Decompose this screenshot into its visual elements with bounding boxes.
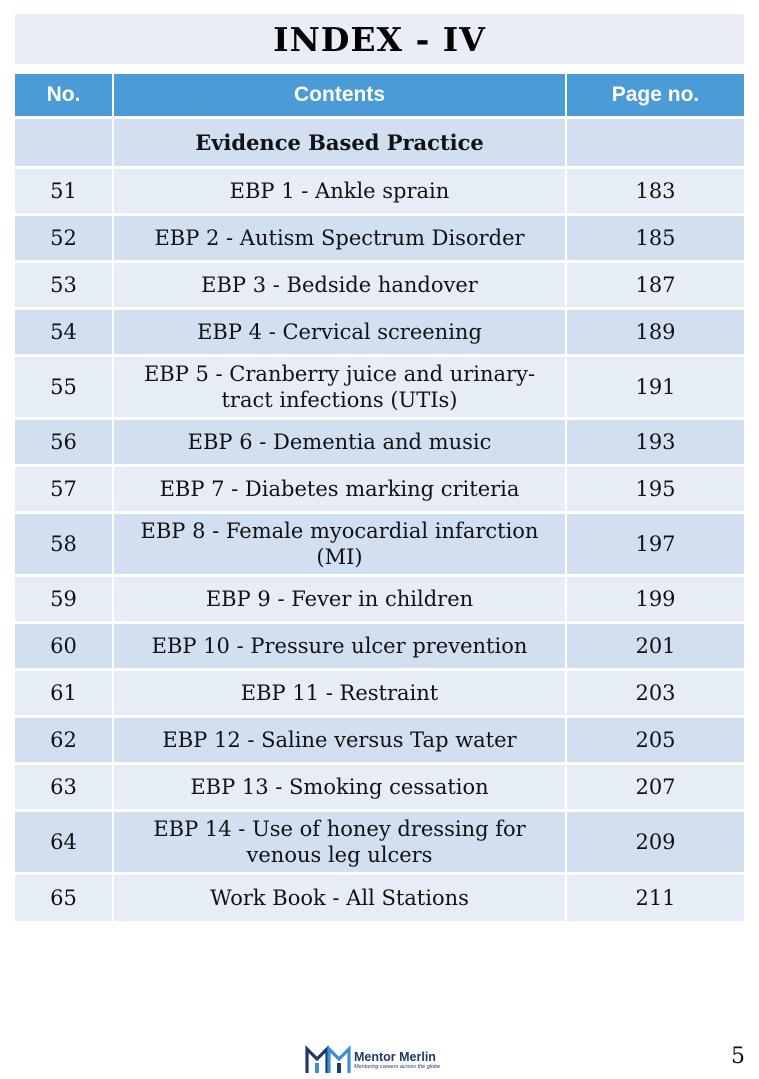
cell-contents: EBP 7 - Diabetes marking criteria (113, 466, 566, 513)
section-title: Evidence Based Practice (113, 118, 566, 168)
cell-page: 211 (566, 874, 744, 921)
title-bar (15, 14, 744, 64)
logo-mark-icon (305, 1045, 351, 1075)
table-row (15, 356, 744, 419)
mentor-merlin-logo (305, 1043, 455, 1077)
logo-tagline: Mentoring careers across the globe (354, 1063, 441, 1070)
cell-contents: EBP 2 - Autism Spectrum Disorder (113, 215, 566, 262)
cell-page: 187 (566, 262, 744, 309)
cell-page: 195 (566, 466, 744, 513)
cell-page: 209 (566, 811, 744, 874)
table-header-row (15, 74, 744, 118)
cell-no: 65 (15, 874, 113, 921)
cell-contents: EBP 9 - Fever in children (113, 576, 566, 623)
table-row (15, 717, 744, 764)
cell-contents: EBP 4 - Cervical screening (113, 309, 566, 356)
cell-contents: EBP 5 - Cranberry juice and urinary-tract infections (UTIs) (113, 356, 566, 419)
cell-page: 185 (566, 215, 744, 262)
cell-contents: EBP 14 - Use of honey dressing for venous leg ulcers (113, 811, 566, 874)
table-row (15, 623, 744, 670)
cell-contents: EBP 6 - Dementia and music (113, 419, 566, 466)
logo-name: Mentor Merlin (354, 1049, 436, 1064)
cell-contents: EBP 10 - Pressure ulcer prevention (113, 623, 566, 670)
cell-no: 53 (15, 262, 113, 309)
cell-no: 52 (15, 215, 113, 262)
cell-no: 57 (15, 466, 113, 513)
table-row (15, 874, 744, 921)
table-row (15, 576, 744, 623)
cell-page: 199 (566, 576, 744, 623)
table-row (15, 513, 744, 576)
table-row (15, 262, 744, 309)
index-table (15, 74, 744, 921)
table-body (15, 118, 744, 921)
cell-page: 203 (566, 670, 744, 717)
cell-contents: EBP 12 - Saline versus Tap water (113, 717, 566, 764)
cell-no: 56 (15, 419, 113, 466)
table-row (15, 466, 744, 513)
cell-no: 61 (15, 670, 113, 717)
cell-contents: EBP 8 - Female myocardial infarction (MI) (113, 513, 566, 576)
cell-page: 197 (566, 513, 744, 576)
cell-page: 189 (566, 309, 744, 356)
table-row (15, 309, 744, 356)
cell-no: 54 (15, 309, 113, 356)
header-contents: Contents (113, 74, 566, 118)
cell-no: 60 (15, 623, 113, 670)
cell-page: 183 (566, 168, 744, 215)
page-title: INDEX - IV (273, 19, 486, 59)
page-number: 5 (731, 1044, 745, 1069)
cell-no: 55 (15, 356, 113, 419)
table-row (15, 811, 744, 874)
cell-no: 58 (15, 513, 113, 576)
cell-page: 191 (566, 356, 744, 419)
cell-no: 63 (15, 764, 113, 811)
cell-page: 193 (566, 419, 744, 466)
cell-contents: Work Book - All Stations (113, 874, 566, 921)
table-row (15, 419, 744, 466)
cell-contents: EBP 3 - Bedside handover (113, 262, 566, 309)
cell-page: 205 (566, 717, 744, 764)
table-row (15, 764, 744, 811)
cell-no: 59 (15, 576, 113, 623)
section-row (15, 118, 744, 168)
cell-page: 207 (566, 764, 744, 811)
table-row (15, 168, 744, 215)
header-no: No. (15, 74, 113, 118)
cell-contents: EBP 1 - Ankle sprain (113, 168, 566, 215)
cell-contents: EBP 11 - Restraint (113, 670, 566, 717)
section-no-cell (15, 118, 113, 168)
table-row (15, 215, 744, 262)
section-page-cell (566, 118, 744, 168)
cell-no: 51 (15, 168, 113, 215)
cell-no: 62 (15, 717, 113, 764)
cell-page: 201 (566, 623, 744, 670)
cell-contents: EBP 13 - Smoking cessation (113, 764, 566, 811)
header-page: Page no. (566, 74, 744, 118)
table-row (15, 670, 744, 717)
cell-no: 64 (15, 811, 113, 874)
